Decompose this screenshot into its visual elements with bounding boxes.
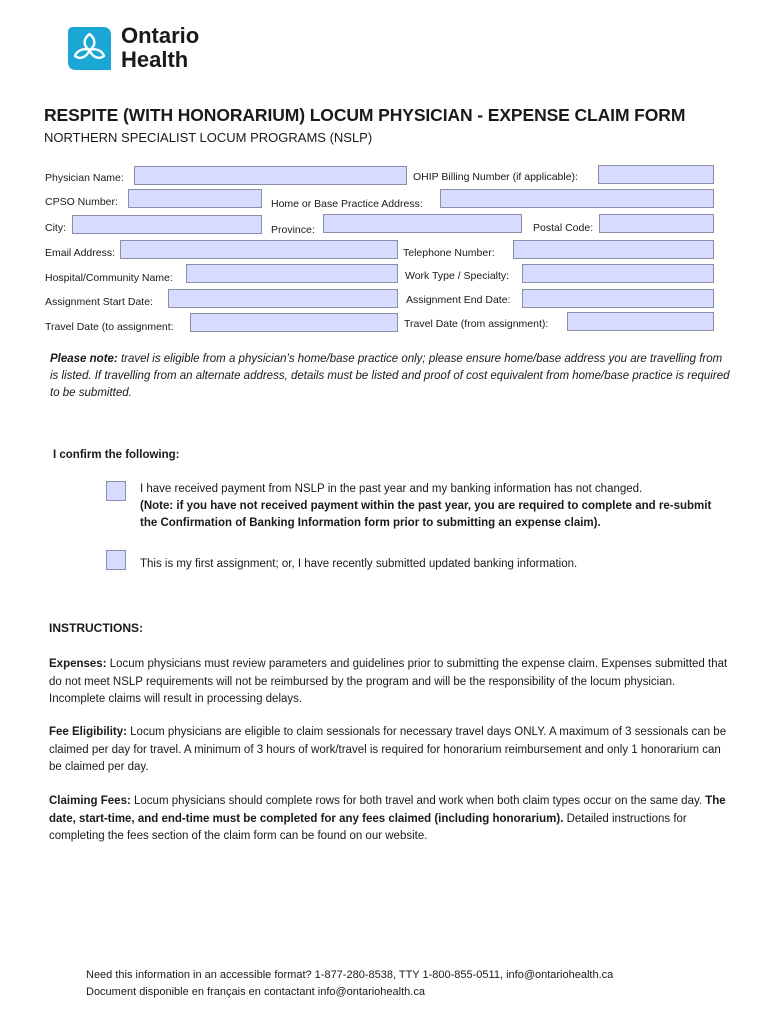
form-title: RESPITE (WITH HONORARIUM) LOCUM PHYSICIAN - EXPENSE CLAIM FORM (44, 105, 686, 125)
end-date-label: Assignment End Date: (406, 294, 511, 306)
travel-note (50, 351, 730, 402)
ohip-input[interactable] (599, 168, 713, 185)
expenses-text: Locum physicians must review parameters and guidelines prior to submitting the expense claim. Expenses submitted that do not meet NSLP requirements will not be reimbursed by the program and will be the responsibility of the locum physician. Incomplete claims will result in processing delays. (49, 658, 728, 705)
province-field[interactable] (323, 214, 522, 233)
claiming-fees-paragraph (49, 793, 729, 846)
hospital-input[interactable] (187, 267, 397, 284)
confirm-heading: I confirm the following: (53, 449, 180, 461)
end-date-field[interactable] (522, 289, 714, 308)
confirm-payment-label: I have received payment from NSLP in the past year and my banking information has not changed. (140, 483, 643, 495)
city-label: City: (45, 222, 66, 234)
email-input[interactable] (121, 243, 397, 260)
work-type-input[interactable] (523, 267, 713, 284)
postal-code-field[interactable] (599, 214, 714, 233)
email-field[interactable] (120, 240, 398, 259)
note-label: Please note: (50, 353, 118, 365)
work-type-field[interactable] (522, 264, 714, 283)
ontario-trillium-icon (67, 25, 112, 72)
physician-name-input[interactable] (135, 169, 406, 186)
form-subtitle: NORTHERN SPECIALIST LOCUM PROGRAMS (NSLP) (44, 130, 373, 145)
fee-eligibility-text: Locum physicians are eligible to claim sessionals for necessary travel days ONLY. A maximum of 3 sessionals can be claimed per day for travel. A minimum of 3 hours of work/travel is required for honorarium reimbursement and only 1 honorarium can be claimed per day. (49, 726, 727, 773)
start-date-field[interactable] (168, 289, 398, 308)
confirm-first-assignment-label: This is my first assignment; or, I have recently submitted updated banking information. (140, 558, 578, 570)
telephone-label: Telephone Number: (403, 247, 495, 259)
footer-french: Document disponible en français en contactant info@ontariohealth.ca (86, 986, 425, 998)
fee-eligibility-label: Fee Eligibility: (49, 726, 127, 738)
hospital-label: Hospital/Community Name: (45, 272, 173, 284)
postal-code-input[interactable] (600, 217, 713, 234)
ohip-label: OHIP Billing Number (if applicable): (413, 171, 578, 183)
confirm-first-assignment-checkbox[interactable] (106, 550, 126, 570)
travel-to-label: Travel Date (to assignment: (45, 321, 174, 333)
cpso-label: CPSO Number: (45, 196, 118, 208)
logo-line-2: Health (121, 47, 189, 72)
start-date-input[interactable] (169, 292, 397, 309)
start-date-label: Assignment Start Date: (45, 296, 153, 308)
province-label: Province: (271, 224, 315, 236)
travel-from-field[interactable] (567, 312, 714, 331)
hospital-field[interactable] (186, 264, 398, 283)
home-address-label: Home or Base Practice Address: (271, 198, 423, 210)
travel-from-input[interactable] (568, 315, 713, 332)
expenses-paragraph (49, 656, 729, 709)
footer-accessibility: Need this information in an accessible format? 1-877-280-8538, TTY 1-800-855-0511, info@ontariohealth.ca (86, 969, 614, 981)
physician-name-label: Physician Name: (45, 172, 124, 184)
email-label: Email Address: (45, 247, 116, 259)
telephone-input[interactable] (514, 243, 713, 260)
footer (86, 967, 613, 1001)
claiming-fees-label: Claiming Fees: (49, 795, 131, 807)
note-text: travel is eligible from a physician’s home/base practice only; please ensure home/base address you are travelling from is listed. If travelling from an alternate address, details must be listed and proof of cost equivalent from home/base practice is required to be submitted. (50, 353, 730, 399)
confirm-payment-text (140, 481, 720, 532)
expenses-label: Expenses: (49, 658, 107, 670)
instructions-heading: INSTRUCTIONS: (49, 621, 143, 635)
claiming-fees-text: Locum physicians should complete rows for both travel and work when both claim types occur on the same day. (130, 795, 703, 807)
travel-from-label: Travel Date (from assignment): (404, 318, 549, 330)
physician-name-field[interactable] (134, 166, 407, 185)
confirm-payment-note: (Note: if you have not received payment within the past year, you are required to complete and re-submit the Confirmation of Banking Information form prior to submitting an expense claim). (140, 500, 712, 529)
confirm-payment-checkbox[interactable] (106, 481, 126, 501)
telephone-field[interactable] (513, 240, 714, 259)
home-address-field[interactable] (440, 189, 714, 208)
travel-to-field[interactable] (190, 313, 398, 332)
travel-to-input[interactable] (191, 316, 397, 333)
end-date-input[interactable] (523, 292, 713, 309)
brand-logo-text (121, 24, 199, 72)
postal-code-label: Postal Code: (533, 222, 594, 234)
ohip-field[interactable] (598, 165, 714, 184)
home-address-input[interactable] (441, 192, 713, 209)
logo-line-1: Ontario (121, 23, 200, 48)
city-input[interactable] (73, 218, 261, 235)
province-input[interactable] (324, 217, 521, 234)
work-type-label: Work Type / Specialty: (405, 270, 510, 282)
claiming-fees-tail: Detailed instructions for completing the fees section of the claim form can be found on our website. (49, 812, 687, 842)
claiming-fees-bold: The date, start-time, and end-time must be completed for any fees claimed (including honorarium). (49, 795, 726, 825)
cpso-input[interactable] (129, 192, 261, 209)
fee-eligibility-paragraph (49, 724, 729, 777)
cpso-field[interactable] (128, 189, 262, 208)
city-field[interactable] (72, 215, 262, 234)
